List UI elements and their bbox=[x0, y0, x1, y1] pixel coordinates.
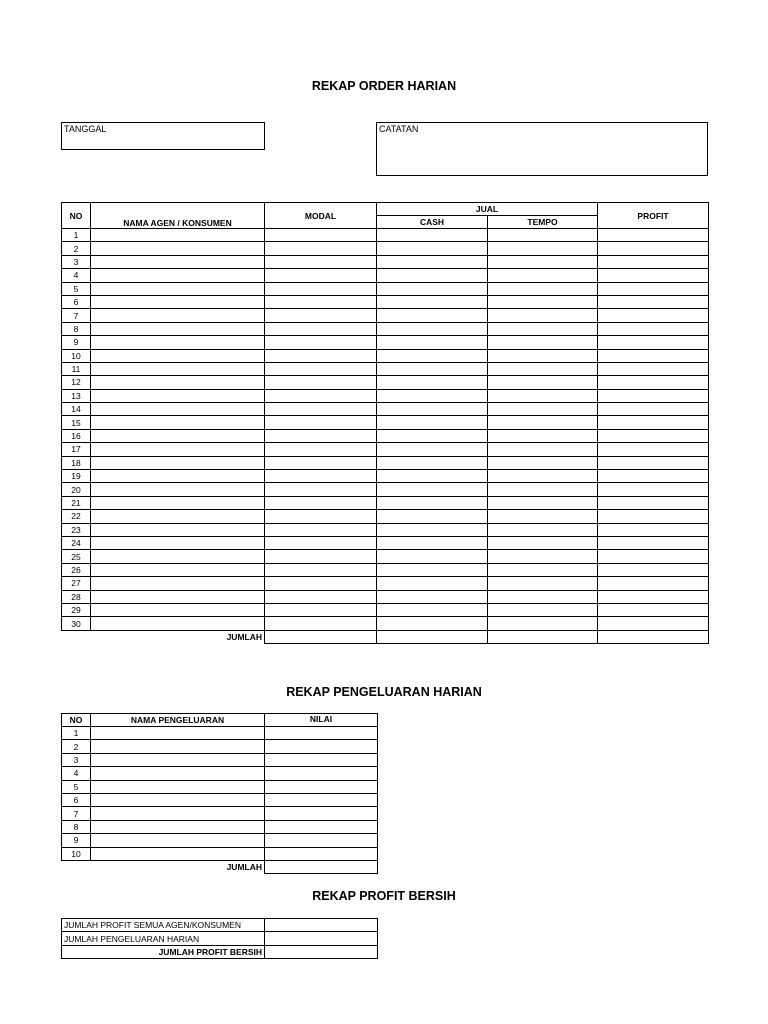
profit-cell[interactable] bbox=[598, 322, 709, 335]
tempo-cell[interactable] bbox=[488, 456, 598, 469]
row-number: 21 bbox=[62, 496, 91, 509]
nama-cell[interactable] bbox=[91, 510, 265, 523]
modal-cell[interactable] bbox=[265, 429, 377, 442]
nama-cell[interactable] bbox=[91, 577, 265, 590]
nilai-cell[interactable] bbox=[265, 847, 378, 860]
order-header-jual: JUAL bbox=[377, 203, 598, 216]
nama-pengeluaran-cell[interactable] bbox=[91, 753, 265, 766]
pengeluaran-title: REKAP PENGELUARAN HARIAN bbox=[286, 685, 482, 699]
modal-cell[interactable] bbox=[265, 403, 377, 416]
nama-pengeluaran-cell[interactable] bbox=[91, 767, 265, 780]
profit-cell[interactable] bbox=[598, 483, 709, 496]
row-number: 27 bbox=[62, 577, 91, 590]
row-number: 11 bbox=[62, 362, 91, 375]
table-row bbox=[62, 793, 378, 806]
tanggal-label: TANGGAL bbox=[64, 124, 107, 134]
profit-cell[interactable] bbox=[598, 577, 709, 590]
profit-cell[interactable] bbox=[598, 229, 709, 242]
modal-cell[interactable] bbox=[265, 309, 377, 322]
row-number: 4 bbox=[62, 269, 91, 282]
table-row bbox=[62, 523, 709, 536]
row-number: 6 bbox=[62, 295, 91, 308]
cash-cell[interactable] bbox=[377, 456, 488, 469]
row-number: 8 bbox=[62, 820, 91, 833]
tempo-cell[interactable] bbox=[488, 443, 598, 456]
modal-cell[interactable] bbox=[265, 510, 377, 523]
tempo-cell[interactable] bbox=[488, 389, 598, 402]
table-row bbox=[62, 536, 709, 549]
table-row bbox=[62, 740, 378, 753]
row-number: 15 bbox=[62, 416, 91, 429]
tempo-cell[interactable] bbox=[488, 603, 598, 616]
profit-cell[interactable] bbox=[598, 603, 709, 616]
row-number: 8 bbox=[62, 322, 91, 335]
row-number: 30 bbox=[62, 617, 91, 630]
jumlah-row bbox=[62, 630, 709, 643]
nama-cell[interactable] bbox=[91, 496, 265, 509]
nilai-cell[interactable] bbox=[265, 834, 378, 847]
cash-cell[interactable] bbox=[377, 550, 488, 563]
table-row bbox=[62, 483, 709, 496]
row-number: 10 bbox=[62, 847, 91, 860]
profit-cell[interactable] bbox=[598, 590, 709, 603]
modal-cell[interactable] bbox=[265, 322, 377, 335]
nama-pengeluaran-cell[interactable] bbox=[91, 834, 265, 847]
profit-cell[interactable] bbox=[598, 416, 709, 429]
table-row bbox=[62, 807, 378, 820]
table-row bbox=[62, 429, 709, 442]
cash-cell[interactable] bbox=[377, 403, 488, 416]
cash-cell[interactable] bbox=[377, 590, 488, 603]
nilai-cell[interactable] bbox=[265, 793, 378, 806]
row-number: 28 bbox=[62, 590, 91, 603]
row-number: 2 bbox=[62, 242, 91, 255]
peng-header-nilai: NILAI bbox=[265, 714, 378, 727]
cash-cell[interactable] bbox=[377, 242, 488, 255]
modal-cell[interactable] bbox=[265, 242, 377, 255]
tempo-cell[interactable] bbox=[488, 510, 598, 523]
table-row bbox=[62, 577, 709, 590]
nama-cell[interactable] bbox=[91, 282, 265, 295]
nilai-cell[interactable] bbox=[265, 727, 378, 740]
jumlah-cash[interactable] bbox=[377, 630, 488, 643]
tempo-cell[interactable] bbox=[488, 563, 598, 576]
profit-cell[interactable] bbox=[598, 496, 709, 509]
nama-cell[interactable] bbox=[91, 242, 265, 255]
profit-cell[interactable] bbox=[598, 443, 709, 456]
profit-cell[interactable] bbox=[598, 403, 709, 416]
tempo-cell[interactable] bbox=[488, 269, 598, 282]
cash-cell[interactable] bbox=[377, 496, 488, 509]
tempo-cell[interactable] bbox=[488, 349, 598, 362]
profit-cell[interactable] bbox=[598, 617, 709, 630]
jumlah-tempo[interactable] bbox=[488, 630, 598, 643]
nama-cell[interactable] bbox=[91, 429, 265, 442]
row-number: 14 bbox=[62, 403, 91, 416]
pb-row-label: JUMLAH PROFIT SEMUA AGEN/KONSUMEN bbox=[62, 919, 265, 932]
row-number: 29 bbox=[62, 603, 91, 616]
profit-cell[interactable] bbox=[598, 309, 709, 322]
cash-cell[interactable] bbox=[377, 255, 488, 268]
profit-cell[interactable] bbox=[598, 550, 709, 563]
modal-cell[interactable] bbox=[265, 282, 377, 295]
table-row bbox=[62, 242, 709, 255]
row-number: 19 bbox=[62, 470, 91, 483]
row-number: 6 bbox=[62, 793, 91, 806]
nama-cell[interactable] bbox=[91, 456, 265, 469]
cash-cell[interactable] bbox=[377, 603, 488, 616]
tempo-cell[interactable] bbox=[488, 322, 598, 335]
nama-cell[interactable] bbox=[91, 403, 265, 416]
tempo-cell[interactable] bbox=[488, 309, 598, 322]
row-number: 5 bbox=[62, 780, 91, 793]
nama-cell[interactable] bbox=[91, 603, 265, 616]
profit-cell[interactable] bbox=[598, 429, 709, 442]
nama-pengeluaran-cell[interactable] bbox=[91, 740, 265, 753]
pengeluaran-table bbox=[61, 713, 378, 874]
tempo-cell[interactable] bbox=[488, 536, 598, 549]
pb-row-value[interactable] bbox=[265, 919, 378, 932]
table-row bbox=[62, 780, 378, 793]
jumlah-profit[interactable] bbox=[598, 630, 709, 643]
jumlah-label: JUMLAH bbox=[226, 632, 262, 643]
nama-cell[interactable] bbox=[91, 563, 265, 576]
table-row bbox=[62, 309, 709, 322]
order-header-cash: CASH bbox=[377, 216, 488, 229]
row-number: 22 bbox=[62, 510, 91, 523]
nama-cell[interactable] bbox=[91, 590, 265, 603]
table-row bbox=[62, 282, 709, 295]
row-number: 9 bbox=[62, 336, 91, 349]
cash-cell[interactable] bbox=[377, 536, 488, 549]
tempo-cell[interactable] bbox=[488, 483, 598, 496]
cash-cell[interactable] bbox=[377, 269, 488, 282]
peng-header-no: NO bbox=[62, 714, 91, 727]
nilai-cell[interactable] bbox=[265, 767, 378, 780]
row-number: 20 bbox=[62, 483, 91, 496]
row-number: 23 bbox=[62, 523, 91, 536]
profit-cell[interactable] bbox=[598, 269, 709, 282]
profit-cell[interactable] bbox=[598, 282, 709, 295]
profit-bersih-title: REKAP PROFIT BERSIH bbox=[312, 889, 456, 903]
table-row bbox=[62, 376, 709, 389]
modal-cell[interactable] bbox=[265, 523, 377, 536]
nama-cell[interactable] bbox=[91, 470, 265, 483]
jumlah-modal[interactable] bbox=[265, 630, 377, 643]
modal-cell[interactable] bbox=[265, 269, 377, 282]
order-header-tempo: TEMPO bbox=[488, 216, 598, 229]
profit-cell[interactable] bbox=[598, 362, 709, 375]
nama-cell[interactable] bbox=[91, 536, 265, 549]
order-header-nama: NAMA AGEN / KONSUMEN bbox=[91, 203, 265, 229]
tempo-cell[interactable] bbox=[488, 255, 598, 268]
nama-cell[interactable] bbox=[91, 336, 265, 349]
modal-cell[interactable] bbox=[265, 563, 377, 576]
cash-cell[interactable] bbox=[377, 617, 488, 630]
nama-cell[interactable] bbox=[91, 443, 265, 456]
nama-cell[interactable] bbox=[91, 295, 265, 308]
modal-cell[interactable] bbox=[265, 255, 377, 268]
profit-cell[interactable] bbox=[598, 510, 709, 523]
nilai-cell[interactable] bbox=[265, 780, 378, 793]
table-row bbox=[62, 727, 378, 740]
row-number: 18 bbox=[62, 456, 91, 469]
table-row bbox=[62, 229, 709, 242]
modal-cell[interactable] bbox=[265, 229, 377, 242]
cash-cell[interactable] bbox=[377, 510, 488, 523]
cash-cell[interactable] bbox=[377, 362, 488, 375]
nilai-cell[interactable] bbox=[265, 753, 378, 766]
modal-cell[interactable] bbox=[265, 496, 377, 509]
nama-pengeluaran-cell[interactable] bbox=[91, 847, 265, 860]
cash-cell[interactable] bbox=[377, 349, 488, 362]
tempo-cell[interactable] bbox=[488, 577, 598, 590]
modal-cell[interactable] bbox=[265, 590, 377, 603]
table-row bbox=[62, 510, 709, 523]
profit-cell[interactable] bbox=[598, 456, 709, 469]
modal-cell[interactable] bbox=[265, 456, 377, 469]
row-number: 25 bbox=[62, 550, 91, 563]
row-number: 10 bbox=[62, 349, 91, 362]
nama-cell[interactable] bbox=[91, 269, 265, 282]
nama-cell[interactable] bbox=[91, 523, 265, 536]
cash-cell[interactable] bbox=[377, 577, 488, 590]
cash-cell[interactable] bbox=[377, 336, 488, 349]
table-row bbox=[62, 389, 709, 402]
cash-cell[interactable] bbox=[377, 429, 488, 442]
row-number: 2 bbox=[62, 740, 91, 753]
row-number: 4 bbox=[62, 767, 91, 780]
nama-cell[interactable] bbox=[91, 483, 265, 496]
tempo-cell[interactable] bbox=[488, 242, 598, 255]
row-number: 5 bbox=[62, 282, 91, 295]
profit-cell[interactable] bbox=[598, 523, 709, 536]
peng-header-nama: NAMA PENGELUARAN bbox=[91, 714, 265, 727]
tempo-cell[interactable] bbox=[488, 416, 598, 429]
row-number: 24 bbox=[62, 536, 91, 549]
nama-cell[interactable] bbox=[91, 617, 265, 630]
order-header-no: NO bbox=[62, 203, 91, 229]
nama-pengeluaran-cell[interactable] bbox=[91, 780, 265, 793]
modal-cell[interactable] bbox=[265, 295, 377, 308]
cash-cell[interactable] bbox=[377, 376, 488, 389]
table-row bbox=[62, 470, 709, 483]
tempo-cell[interactable] bbox=[488, 376, 598, 389]
nilai-cell[interactable] bbox=[265, 740, 378, 753]
nama-cell[interactable] bbox=[91, 362, 265, 375]
table-row bbox=[62, 295, 709, 308]
modal-cell[interactable] bbox=[265, 536, 377, 549]
profit-cell[interactable] bbox=[598, 376, 709, 389]
modal-cell[interactable] bbox=[265, 617, 377, 630]
table-row bbox=[62, 563, 709, 576]
row-number: 3 bbox=[62, 255, 91, 268]
tempo-cell[interactable] bbox=[488, 229, 598, 242]
row-number: 1 bbox=[62, 229, 91, 242]
table-row bbox=[62, 820, 378, 833]
table-row bbox=[62, 416, 709, 429]
nama-cell[interactable] bbox=[91, 322, 265, 335]
tempo-cell[interactable] bbox=[488, 617, 598, 630]
row-number: 9 bbox=[62, 834, 91, 847]
table-row bbox=[62, 336, 709, 349]
tempo-cell[interactable] bbox=[488, 523, 598, 536]
profit-cell[interactable] bbox=[598, 470, 709, 483]
tempo-cell[interactable] bbox=[488, 362, 598, 375]
nilai-cell[interactable] bbox=[265, 807, 378, 820]
table-row bbox=[62, 603, 709, 616]
table-row bbox=[62, 550, 709, 563]
table-row bbox=[62, 362, 709, 375]
tempo-cell[interactable] bbox=[488, 470, 598, 483]
table-row bbox=[62, 443, 709, 456]
nama-pengeluaran-cell[interactable] bbox=[91, 793, 265, 806]
table-row bbox=[62, 255, 709, 268]
modal-cell[interactable] bbox=[265, 376, 377, 389]
row-number: 7 bbox=[62, 309, 91, 322]
row-number: 17 bbox=[62, 443, 91, 456]
row-number: 7 bbox=[62, 807, 91, 820]
modal-cell[interactable] bbox=[265, 550, 377, 563]
modal-cell[interactable] bbox=[265, 362, 377, 375]
profit-cell[interactable] bbox=[598, 563, 709, 576]
modal-cell[interactable] bbox=[265, 603, 377, 616]
cash-cell[interactable] bbox=[377, 389, 488, 402]
cash-cell[interactable] bbox=[377, 416, 488, 429]
profit-cell[interactable] bbox=[598, 255, 709, 268]
table-row bbox=[62, 617, 709, 630]
table-row bbox=[62, 753, 378, 766]
tempo-cell[interactable] bbox=[488, 403, 598, 416]
catatan-field[interactable] bbox=[376, 122, 708, 176]
table-row bbox=[62, 590, 709, 603]
tempo-cell[interactable] bbox=[488, 590, 598, 603]
modal-cell[interactable] bbox=[265, 349, 377, 362]
nama-pengeluaran-cell[interactable] bbox=[91, 807, 265, 820]
table-row bbox=[62, 456, 709, 469]
tempo-cell[interactable] bbox=[488, 336, 598, 349]
nama-cell[interactable] bbox=[91, 349, 265, 362]
pb-row-value[interactable] bbox=[265, 932, 378, 945]
profit-cell[interactable] bbox=[598, 389, 709, 402]
tempo-cell[interactable] bbox=[488, 550, 598, 563]
nama-cell[interactable] bbox=[91, 376, 265, 389]
pb-row-value[interactable] bbox=[265, 945, 378, 958]
modal-cell[interactable] bbox=[265, 336, 377, 349]
table-row bbox=[62, 322, 709, 335]
pb-row-label: JUMLAH PENGELUARAN HARIAN bbox=[62, 932, 265, 945]
row-number: 1 bbox=[62, 727, 91, 740]
table-row bbox=[62, 847, 378, 860]
tempo-cell[interactable] bbox=[488, 496, 598, 509]
nilai-cell[interactable] bbox=[265, 820, 378, 833]
profit-cell[interactable] bbox=[598, 242, 709, 255]
table-row bbox=[62, 496, 709, 509]
jumlah-label: JUMLAH bbox=[226, 862, 262, 873]
tanggal-field[interactable] bbox=[61, 122, 265, 150]
order-header-profit: PROFIT bbox=[598, 203, 709, 229]
row-number: 13 bbox=[62, 389, 91, 402]
nama-cell[interactable] bbox=[91, 550, 265, 563]
profit-bersih-table bbox=[61, 918, 378, 959]
jumlah-nilai[interactable] bbox=[265, 860, 378, 873]
cash-cell[interactable] bbox=[377, 563, 488, 576]
jumlah-row bbox=[62, 860, 378, 873]
table-row bbox=[62, 403, 709, 416]
catatan-label: CATATAN bbox=[379, 124, 419, 134]
nama-pengeluaran-cell[interactable] bbox=[91, 820, 265, 833]
table-row bbox=[62, 767, 378, 780]
nama-cell[interactable] bbox=[91, 416, 265, 429]
order-header-modal: MODAL bbox=[265, 203, 377, 229]
tempo-cell[interactable] bbox=[488, 295, 598, 308]
modal-cell[interactable] bbox=[265, 577, 377, 590]
table-row bbox=[62, 269, 709, 282]
modal-cell[interactable] bbox=[265, 483, 377, 496]
profit-cell[interactable] bbox=[598, 336, 709, 349]
modal-cell[interactable] bbox=[265, 416, 377, 429]
cash-cell[interactable] bbox=[377, 309, 488, 322]
cash-cell[interactable] bbox=[377, 523, 488, 536]
tempo-cell[interactable] bbox=[488, 429, 598, 442]
row-number: 12 bbox=[62, 376, 91, 389]
cash-cell[interactable] bbox=[377, 229, 488, 242]
tempo-cell[interactable] bbox=[488, 282, 598, 295]
nama-cell[interactable] bbox=[91, 309, 265, 322]
table-row bbox=[62, 834, 378, 847]
table-row bbox=[62, 349, 709, 362]
modal-cell[interactable] bbox=[265, 470, 377, 483]
order-title: REKAP ORDER HARIAN bbox=[311, 79, 457, 93]
nama-cell[interactable] bbox=[91, 255, 265, 268]
row-number: 16 bbox=[62, 429, 91, 442]
cash-cell[interactable] bbox=[377, 295, 488, 308]
row-number: 3 bbox=[62, 753, 91, 766]
cash-cell[interactable] bbox=[377, 443, 488, 456]
nama-cell[interactable] bbox=[91, 389, 265, 402]
order-table bbox=[61, 202, 709, 644]
nama-cell[interactable] bbox=[91, 229, 265, 242]
nama-pengeluaran-cell[interactable] bbox=[91, 727, 265, 740]
cash-cell[interactable] bbox=[377, 470, 488, 483]
row-number: 26 bbox=[62, 563, 91, 576]
profit-cell[interactable] bbox=[598, 295, 709, 308]
modal-cell[interactable] bbox=[265, 443, 377, 456]
cash-cell[interactable] bbox=[377, 322, 488, 335]
modal-cell[interactable] bbox=[265, 389, 377, 402]
cash-cell[interactable] bbox=[377, 483, 488, 496]
cash-cell[interactable] bbox=[377, 282, 488, 295]
pb-row-label: JUMLAH PROFIT BERSIH bbox=[62, 945, 265, 958]
profit-cell[interactable] bbox=[598, 536, 709, 549]
profit-cell[interactable] bbox=[598, 349, 709, 362]
